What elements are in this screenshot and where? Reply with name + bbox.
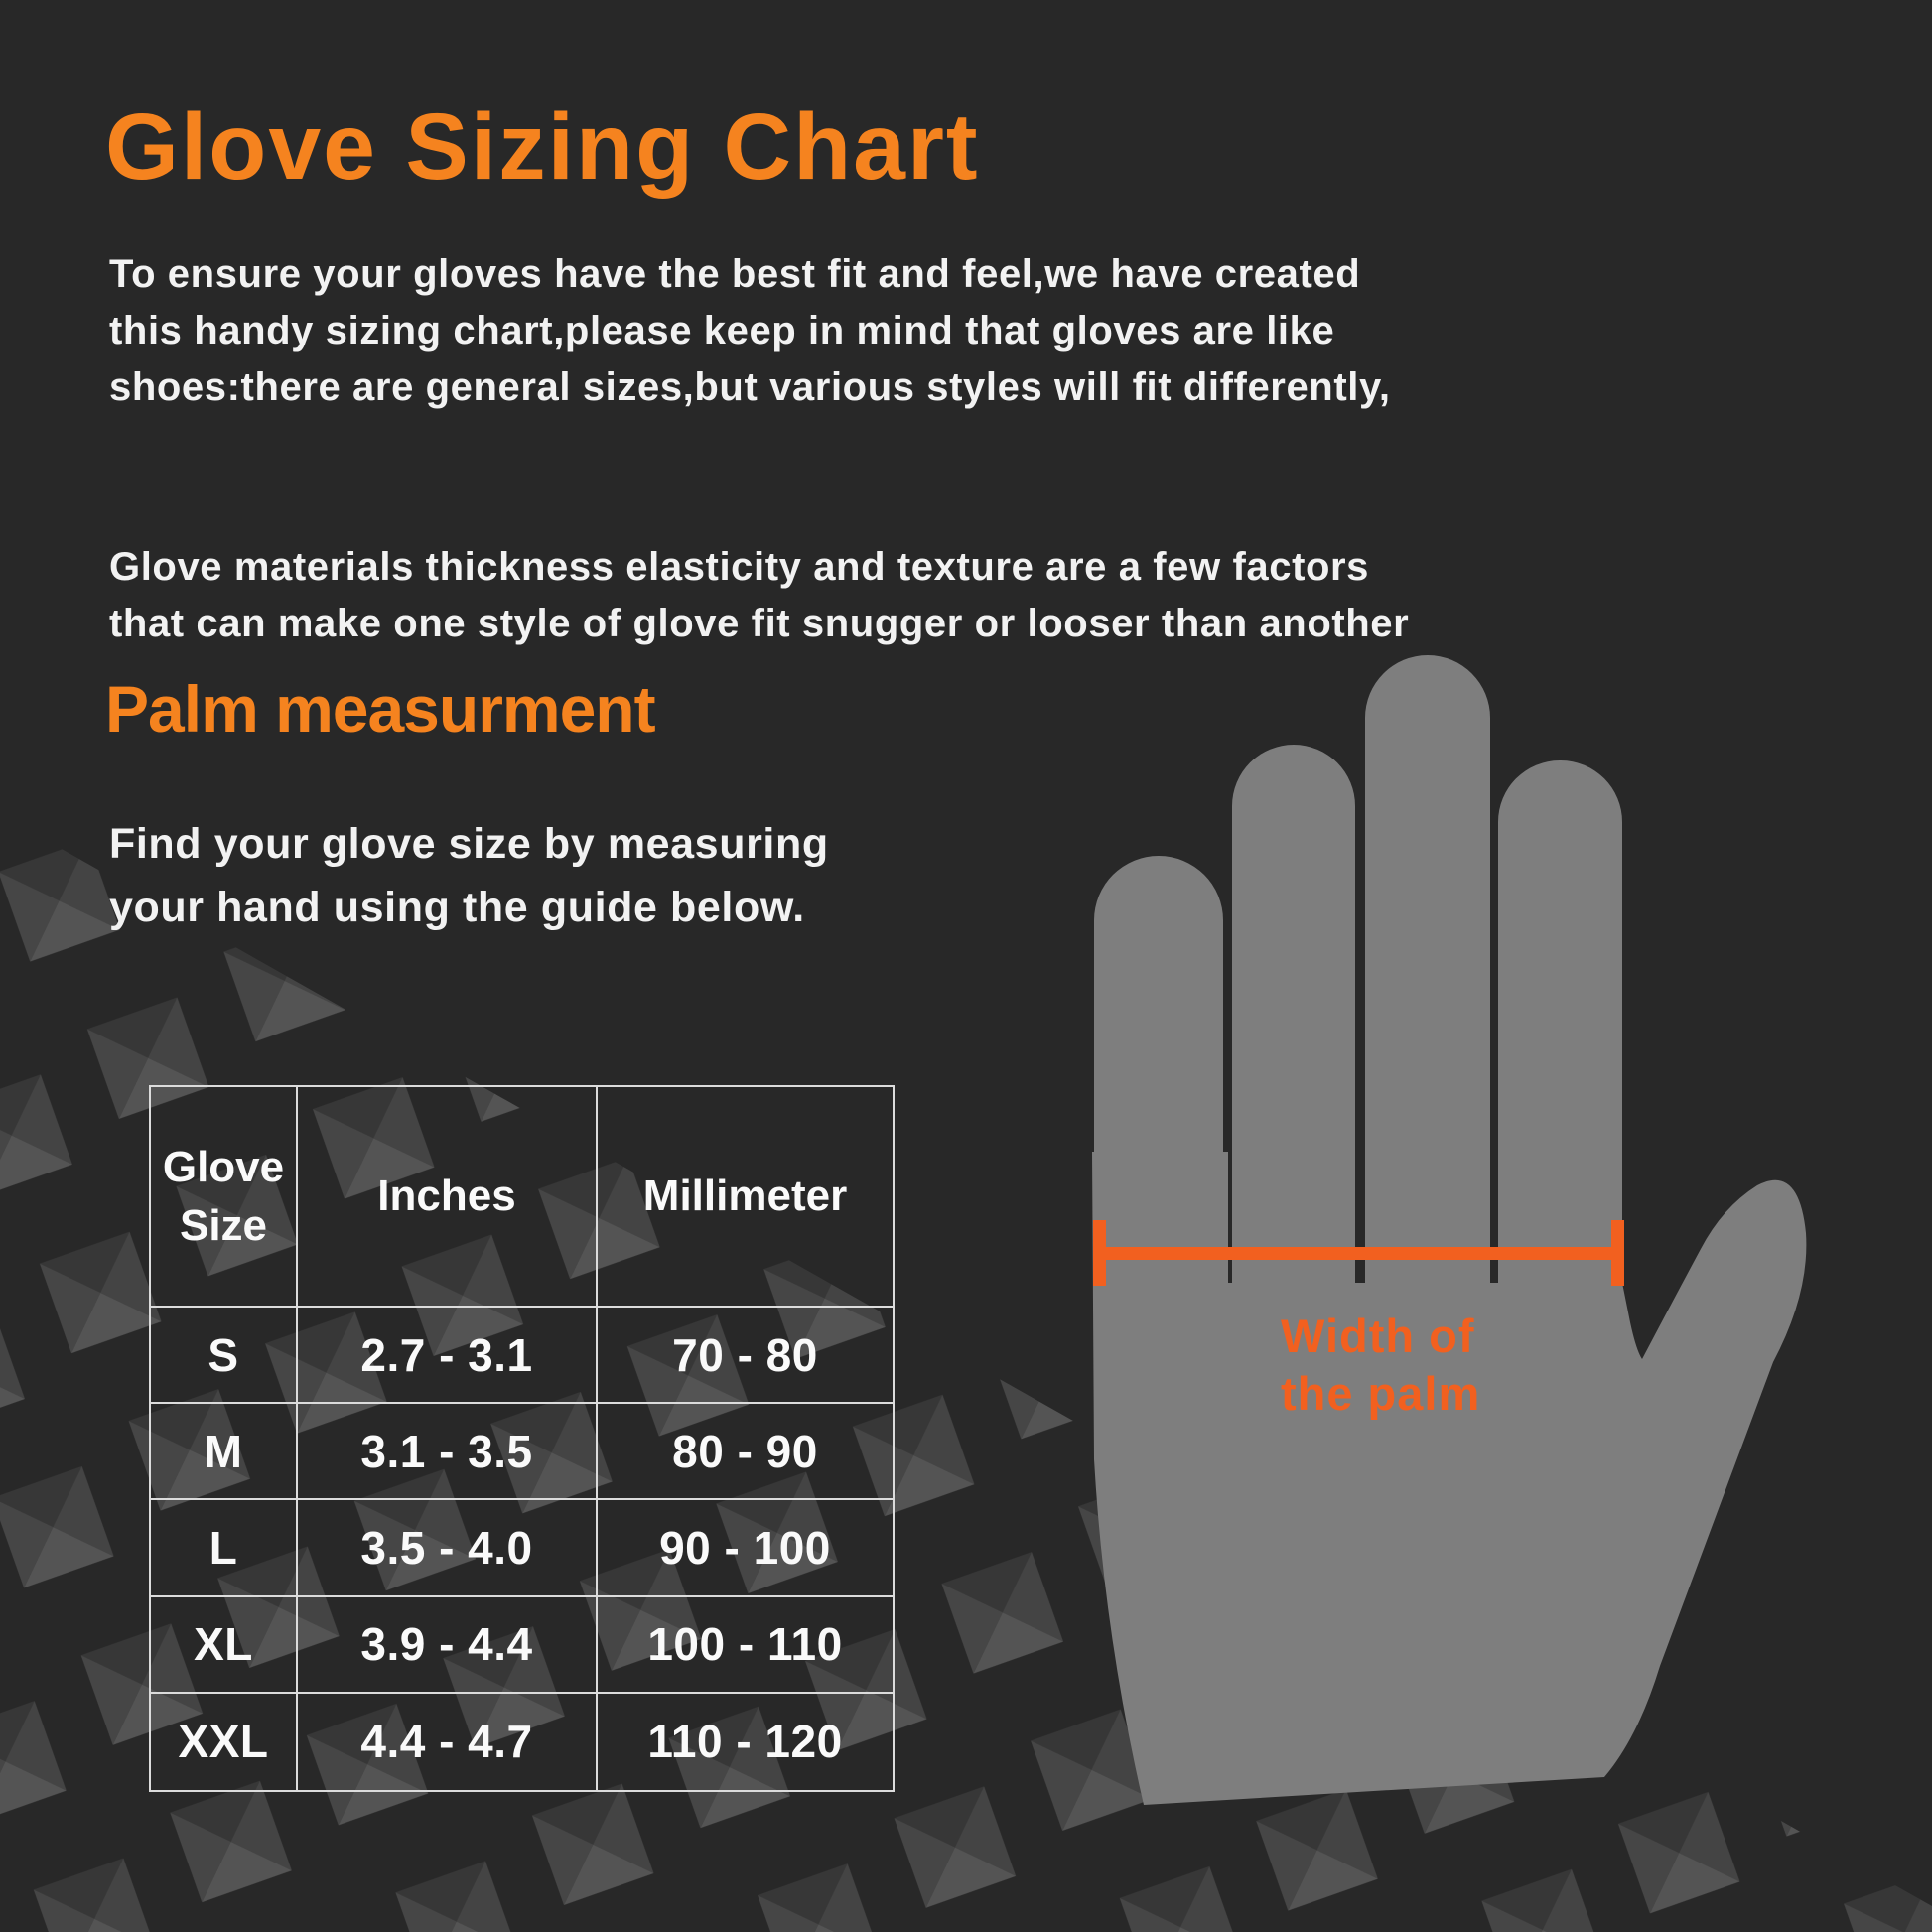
table-cell-in-xxl: 4.4 - 4.7 [298, 1694, 598, 1790]
table-cell-size-l: L [151, 1500, 298, 1596]
table-cell-size-xl: XL [151, 1597, 298, 1694]
table-header-inches: Inches [298, 1087, 598, 1308]
materials-line-1: Glove materials thickness elasticity and texture are a few factors [109, 545, 1370, 589]
table-cell-in-s: 2.7 - 3.1 [298, 1308, 598, 1404]
palm-width-label-line-2: the palm [1281, 1367, 1481, 1420]
hand-illustration [1092, 655, 1806, 1805]
intro-line-1: To ensure your gloves have the best fit and feel,we have created [109, 252, 1361, 296]
table-cell-mm-m: 80 - 90 [598, 1404, 893, 1500]
measure-line-cap-right [1611, 1220, 1624, 1286]
hand-finger-middle [1365, 655, 1490, 1350]
table-header-millimeter: Millimeter [598, 1087, 893, 1308]
table-cell-size-s: S [151, 1308, 298, 1404]
instructions-line-2: your hand using the guide below. [109, 884, 805, 931]
table-cell-mm-xl: 100 - 110 [598, 1597, 893, 1694]
intro-line-3: shoes:there are general sizes,but various styles will fit differently, [109, 365, 1391, 409]
measure-line-bar [1093, 1247, 1624, 1260]
materials-line-2: that can make one style of glove fit snugger or looser than another [109, 602, 1410, 645]
hand-finger-ring [1498, 760, 1622, 1356]
table-cell-mm-l: 90 - 100 [598, 1500, 893, 1596]
instructions-line-1: Find your glove size by measuring [109, 820, 829, 868]
measure-line-cap-left [1093, 1220, 1106, 1286]
table-cell-size-xxl: XXL [151, 1694, 298, 1790]
table-cell-size-m: M [151, 1404, 298, 1500]
table-cell-mm-s: 70 - 80 [598, 1308, 893, 1404]
table-cell-in-xl: 3.9 - 4.4 [298, 1597, 598, 1694]
table-header-glove-size: Glove Size [151, 1087, 298, 1308]
intro-line-2: this handy sizing chart,please keep in mind that gloves are like [109, 309, 1335, 352]
page-title: Glove Sizing Chart [105, 94, 980, 200]
table-cell-mm-xxl: 110 - 120 [647, 1716, 843, 1768]
palm-measurement-heading: Palm measurment [105, 672, 655, 746]
table-cell-in-l: 3.5 - 4.0 [298, 1500, 598, 1596]
table-cell-in-m: 3.1 - 3.5 [298, 1404, 598, 1500]
palm-width-label-line-1: Width of [1281, 1310, 1475, 1362]
